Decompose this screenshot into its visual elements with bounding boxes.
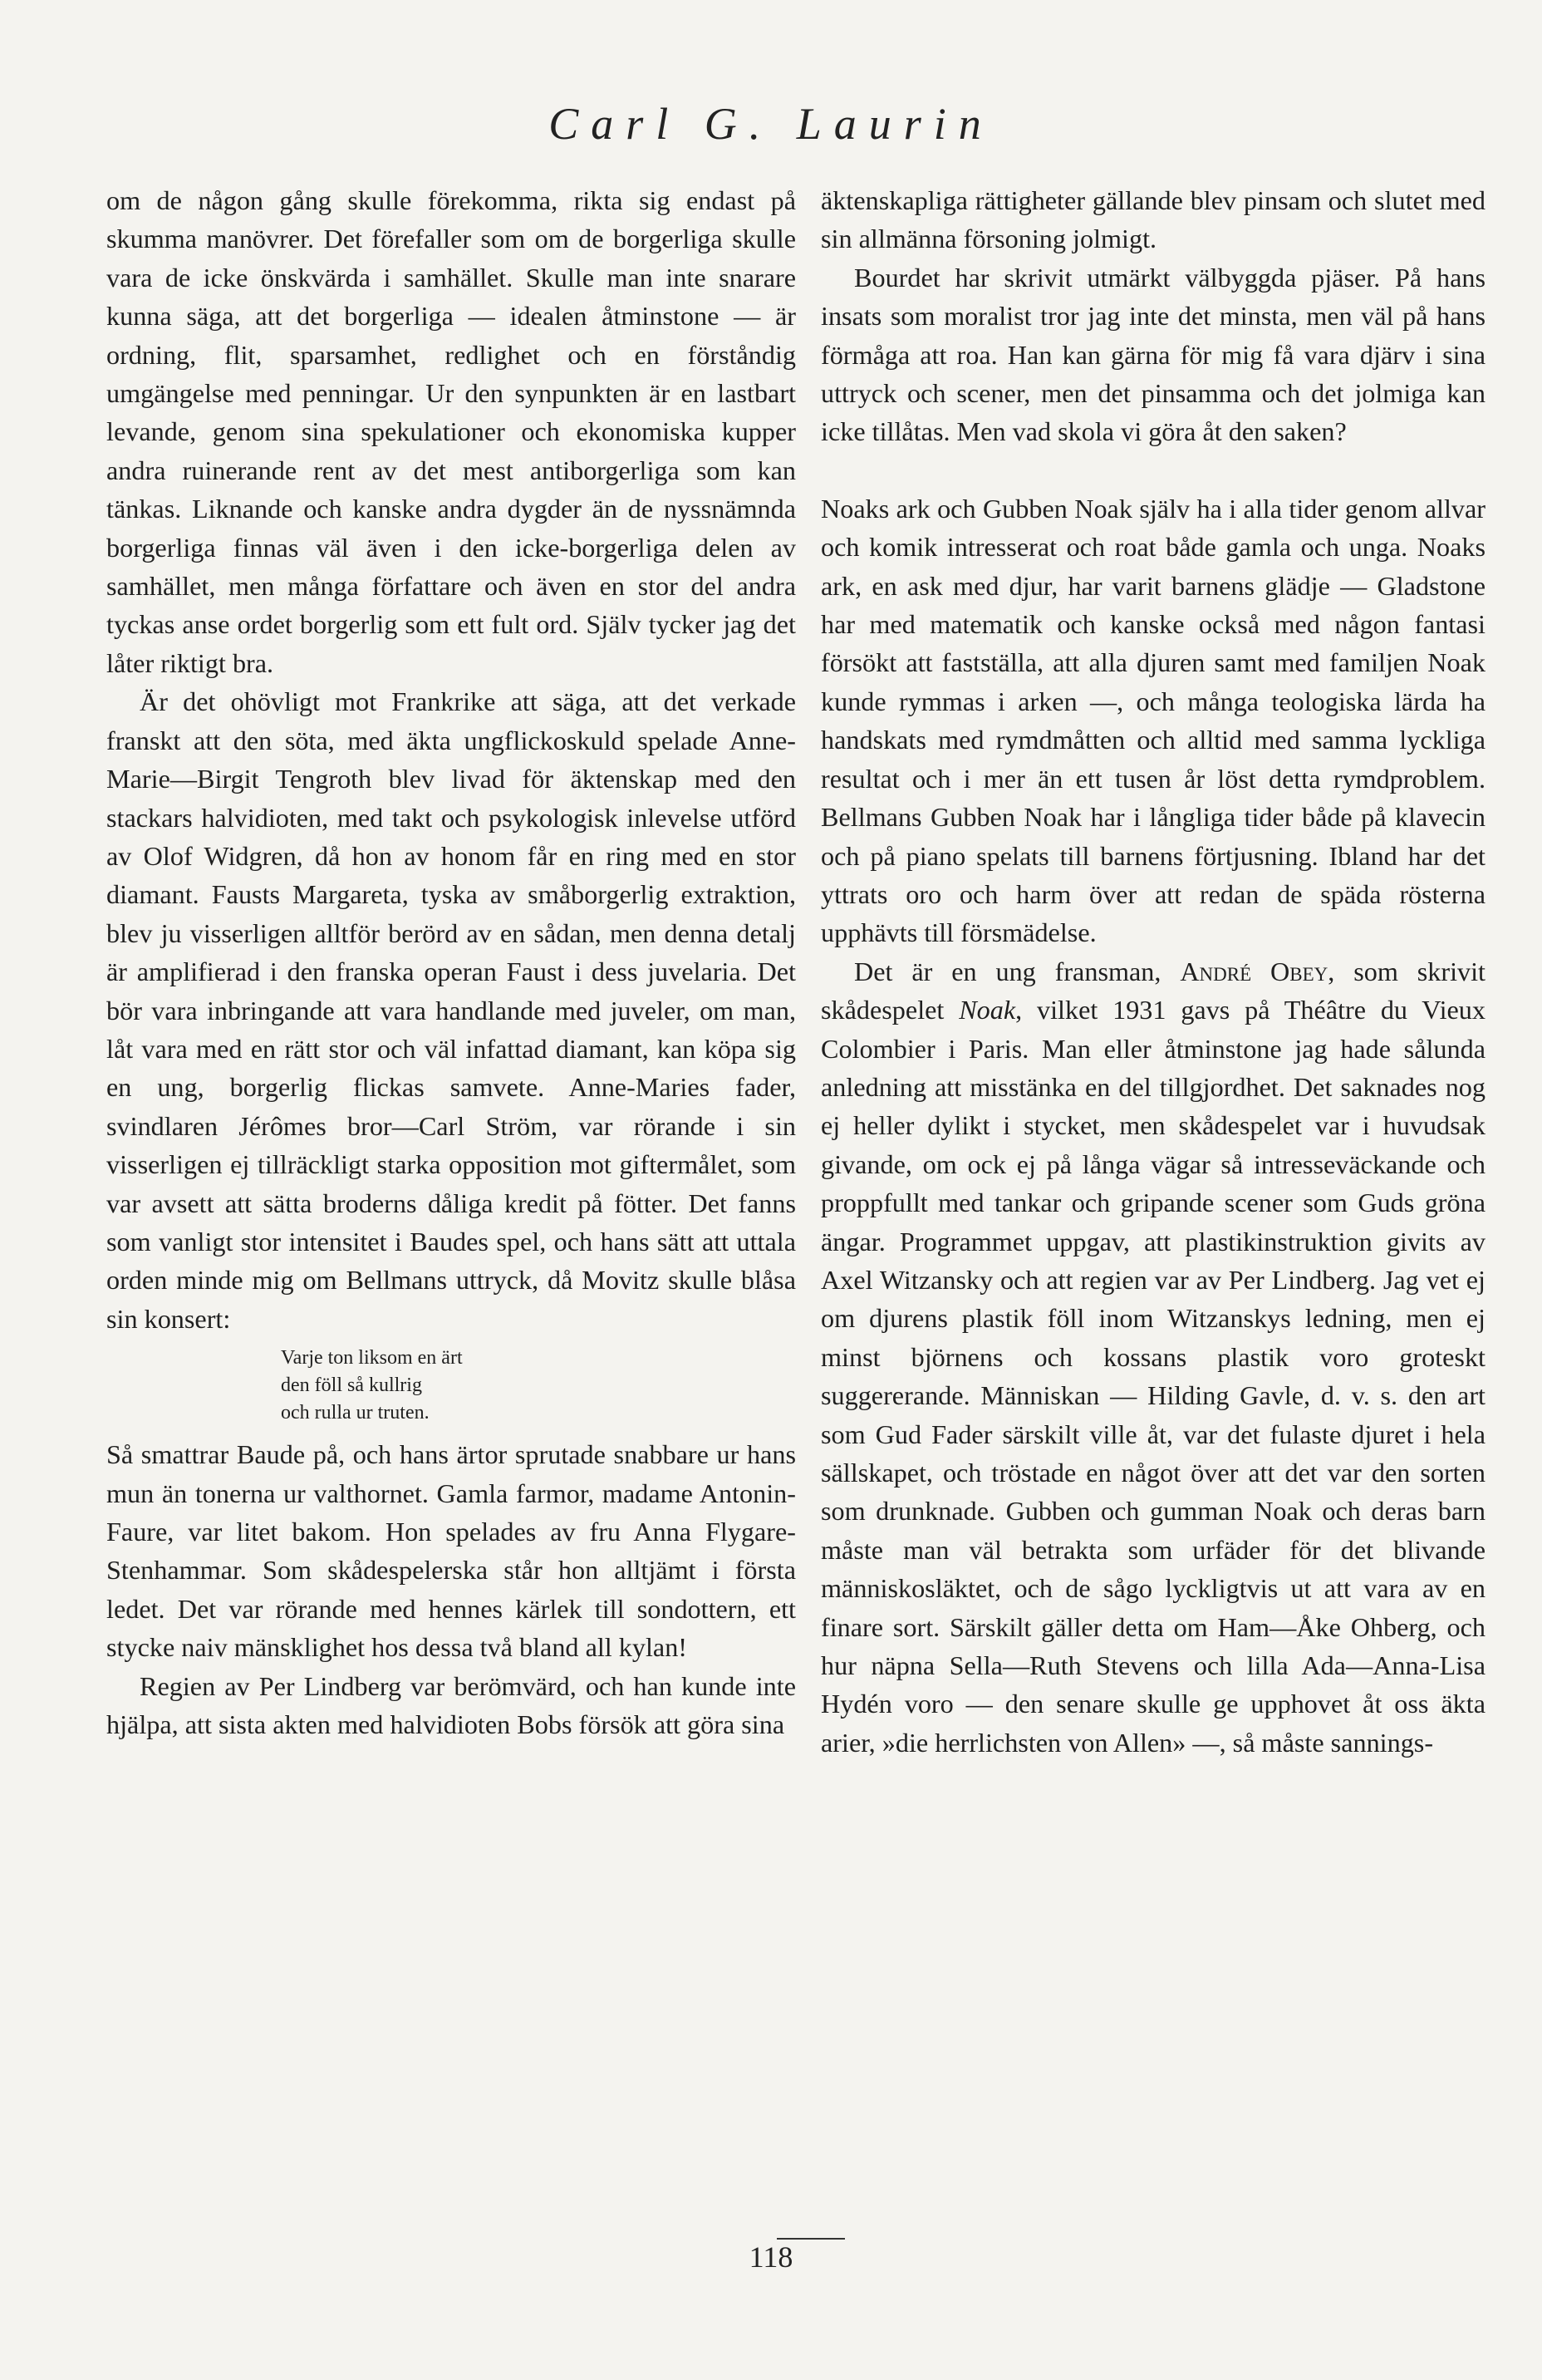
play-title: Noak [959, 995, 1016, 1025]
verse-line: och rulla ur truten. [281, 1402, 430, 1424]
paragraph: äktenskapliga rättigheter gällande blev pinsam och slutet med sin allmänna försoning jolmigt. [821, 185, 1486, 254]
paragraph: om de någon gång skulle förekomma, rikta sig endast på skumma manövrer. Det förefaller som om de borgerliga skulle vara de icke önskvärda i samhället. Skulle man inte snarare kunna säga, att det borgerliga — idealen åtminstone — är ordning, flit, sparsamhet, redlighet och en förståndig umgängelse med penningar. Ur den synpunkten är en lastbart levande, genom sina spekulationer och ekonomiska kupper andra ruinerande rent av det mest antiborgerliga som kan tänkas. Liknande och kanske andra dygder än de nyssnämnda borgerliga finnas väl även i den icke-borgerliga delen av samhället, men många författare och även en stor del andra tyckas anse ordet borgerlig som ett fult ord. Själv tycker jag det låter riktigt bra. [106, 185, 796, 678]
paragraph: Så smattrar Baude på, och hans ärtor sprutade snabbare ur hans mun än tonerna ur valthornet. Gamla farmor, madame Antonin-Faure, var litet bakom. Hon spelades av fru Anna Flygare-Stenhammar. Som skådespelerska står hon alltjämt i första ledet. Det var rörande med hennes kärlek till sondottern, ett stycke naiv mänsklighet hos dessa två bland all kylan! [106, 1439, 796, 1663]
paragraph [821, 952, 1486, 1763]
verse-quote [281, 1345, 796, 1427]
paragraph: Noaks ark och Gubben Noak själv ha i alla tider genom allvar och komik intresserat och roat både gamla och unga. Noaks ark, en ask med djur, har varit barnens glädje — Gladstone har med matematik och kanske också med någon fantasi försökt att fastställa, att alla djuren samt med familjen Noak kunde rymmas i arken —, och många teologiska lärda ha handskats med rymdmåtten och alltid med samma lyckliga resultat och i mer än ett tusen år löst detta rymdproblem. Bellmans Gubben Noak har i långliga tider både på klavecin och på piano spelats till barnens förtjusning. Ibland har det yttrats oro och harm över att redan de späda rösterna upphävts till försmädelse. [821, 493, 1486, 948]
right-column [821, 181, 1486, 1762]
paragraph: Är det ohövligt mot Frankrike att säga, att det verkade franskt att den söta, med äkta ungflickoskuld spelade Anne-Marie—Birgit Tengroth blev livad för äktenskap med den stackars halvidioten, med takt och psykologisk inlevelse utförd av Olof Widgren, då hon av honom får en ring med en stor diamant. Fausts Margareta, tyska av småborgerlig extraktion, blev ju visserligen alltför berörd av en sådan, men denna detalj är amplifierad i den franska operan Faust i dess juvelaria. Det bör vara inbringande att vara handlande med juveler, om man, låt vara med en rätt stor och väl infattad diamant, kan köpa sig en ung, borgerlig flickas samvete. Anne-Maries fader, svindlaren Jérômes bror—Carl Ström, var rörande i sin visserligen ej tillräckligt starka opposition mot giftermålet, som var avsett att sätta broderns dåliga kredit på fötter. Det fanns som vanligt stor intensitet i Baudes spel, och hans sätt att uttala orden minde mig om Bellmans uttryck, då Movitz skulle blåsa sin konsert: [106, 686, 796, 1334]
verse-line: den föll så kullrig [281, 1374, 422, 1397]
running-header: Carl G. Laurin [548, 99, 994, 149]
verse-line: Varje ton liksom en ärt [281, 1347, 463, 1369]
left-column [106, 181, 796, 1743]
text-run: Det är en ung fransman, [854, 956, 1181, 986]
text-run: , vilket 1931 gavs på Théâtre du Vieux Colombier i Paris. Man eller åtminstone jag hade sålunda anledning att misstänka en del tillgjordhet. Det saknades nog ej heller dylikt i stycket, men skådespelet var i huvudsak givande, om ock ej på långa vägar så intresseväckande och proppfullt med tankar och gripande scener som Guds gröna ängar. Programmet uppgav, att plastikinstruktion givits av Axel Witzansky och att regien var av Per Lindberg. Jag vet ej om djurens plastik föll inom Witzanskys ledning, men ej minst björnens och kossans plastik voro groteskt suggererande. Människan — Hilding Gavle, d. v. s. den art som Gud Fader särskilt ville åt, var det fulaste djuret i hela sällskapet, och tröstade en något över att det var den sorten som drunknade. Gubben och gumman Noak och deras barn måste man väl betrakta som urfäder för det blivande människosläktet, och de sågo lyckligtvis ut att vara av en finare sort. Särskilt gäller detta om Ham—Åke Ohberg, och hur näpna Sella—Ruth Stevens och lilla Ada—Anna-Lisa Hydén voro — den senare skulle ge upphovet åt oss äkta arier, »die herrlichsten von Allen» —, så måste sannings- [821, 995, 1486, 1758]
page-number: 118 [749, 2240, 793, 2274]
paragraph: Regien av Per Lindberg var berömvärd, och han kunde inte hjälpa, att sista akten med halvidioten Bobs försök att göra sina [106, 1670, 796, 1740]
author-name: André Obey [1180, 956, 1328, 986]
text-run: , som skrivit skådespelet [821, 956, 1486, 1025]
paragraph: Bourdet har skrivit utmärkt välbyggda pjäser. På hans insats som moralist tror jag inte det minsta, men väl på hans förmåga att roa. Han kan gärna för mig få vara djärv i sina uttryck och scener, men det pinsamma och det jolmiga kan icke tillåtas. Men vad skola vi göra åt den saken? [821, 262, 1486, 447]
